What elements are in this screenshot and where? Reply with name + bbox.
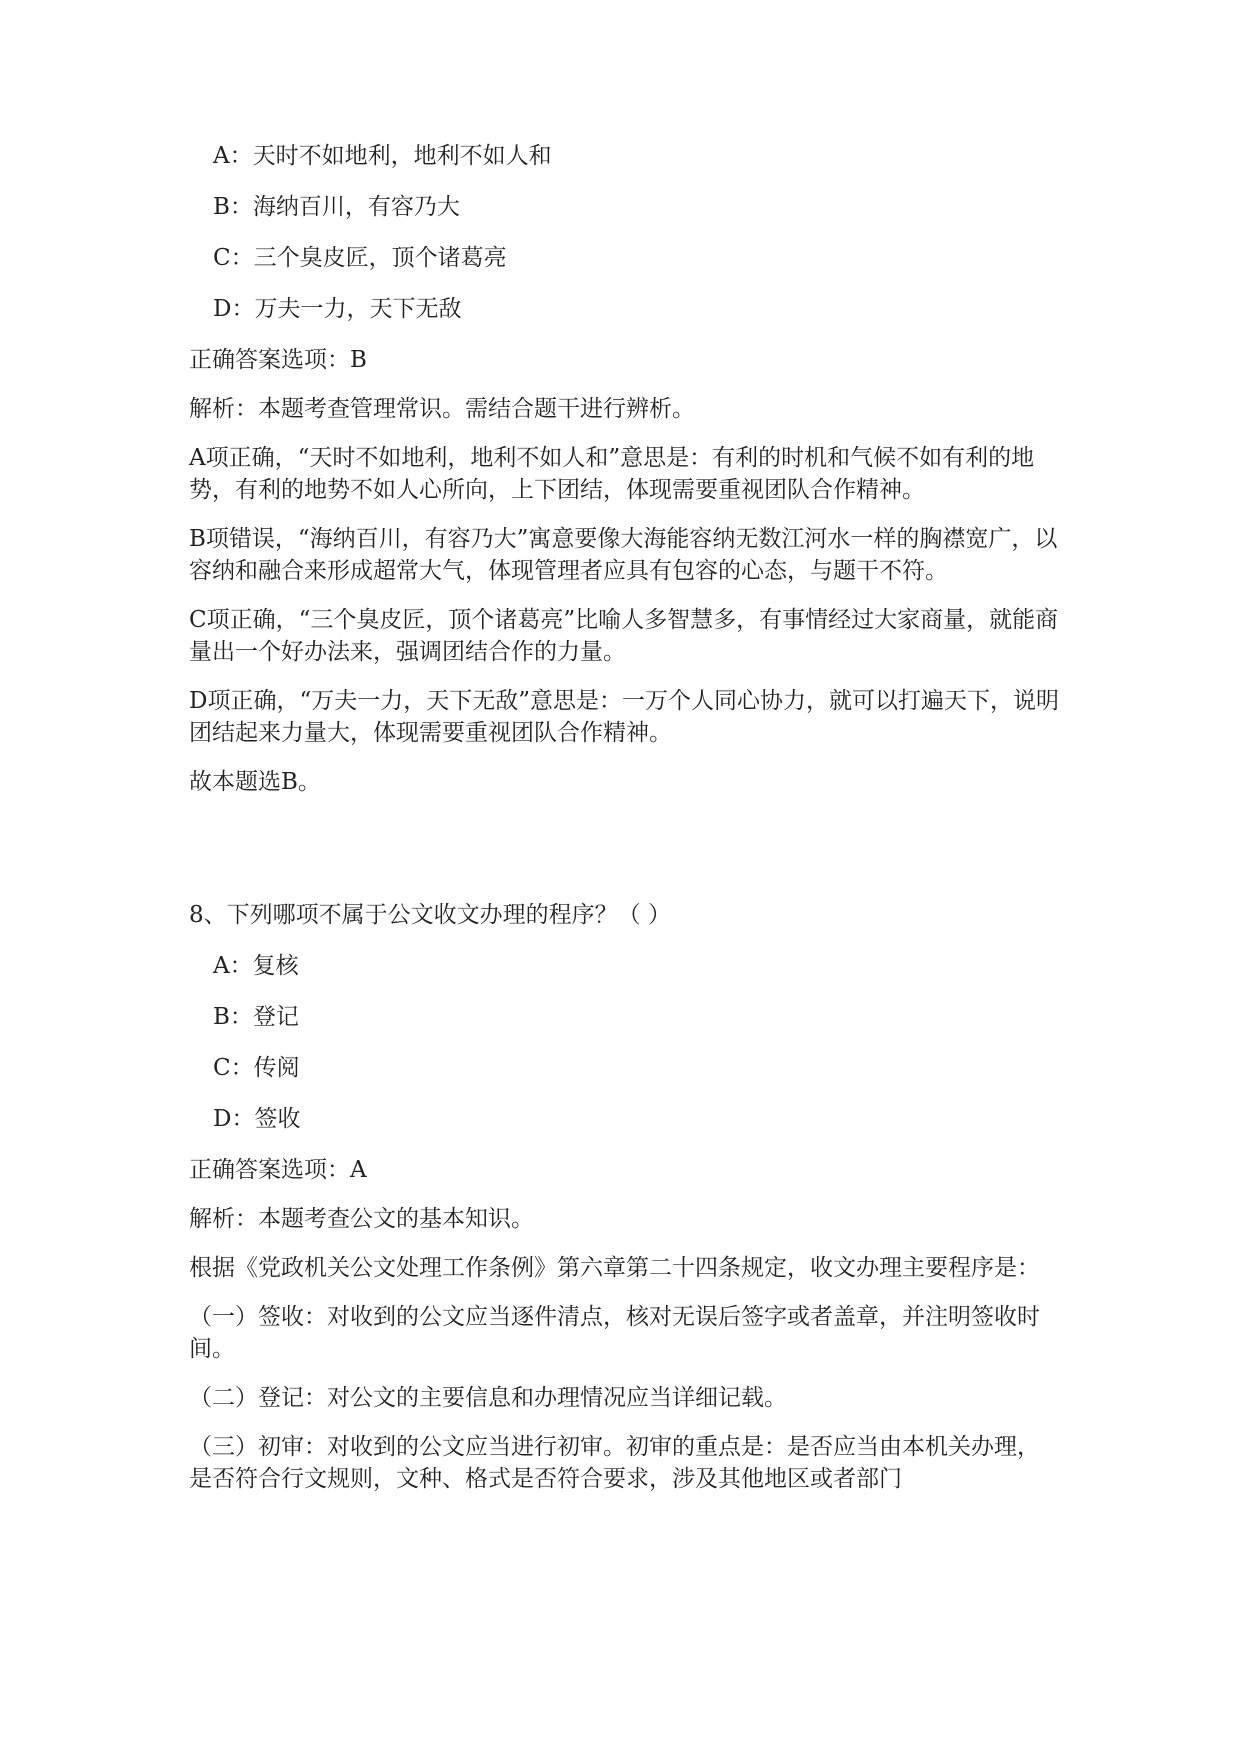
question-8-options	[189, 950, 1059, 1135]
section-spacer	[189, 815, 1059, 899]
analysis-paragraph: （三）初审：对收到的公文应当进行初审。初审的重点是：是否应当由本机关办理，是否符合行文规则，文种、格式是否符合要求，涉及其他地区或者部门	[189, 1434, 1040, 1492]
conclusion: 故本题选B。	[189, 769, 321, 795]
analysis-paragraph: 根据《党政机关公文处理工作条例》第六章第二十四条规定，收文办理主要程序是：	[189, 1255, 1040, 1281]
analysis-paragraph: C项正确，“三个臭皮匠，顶个诸葛亮”比喻人多智慧多，有事情经过大家商量，就能商量出一个好办法来，强调团结合作的力量。	[189, 607, 1059, 665]
option-b: B：登记	[213, 1004, 299, 1030]
analysis-heading: 解析：本题考查管理常识。需结合题干进行辨析。	[189, 396, 695, 422]
analysis-paragraph: （一）签收：对收到的公文应当逐件清点，核对无误后签字或者盖章，并注明签收时间。	[189, 1304, 1040, 1362]
correct-answer: 正确答案选项：B	[189, 347, 367, 373]
option-a: A：复核	[213, 953, 299, 979]
analysis-paragraph: B项错误，“海纳百川，有容乃大”寓意要像大海能容纳无数江河水一样的胸襟宽广，以容纳和融合来形成超常大气，体现管理者应具有包容的心态，与题干不符。	[189, 526, 1058, 584]
question-8-stem: 8、下列哪项不属于公文收文办理的程序？（ ）	[189, 902, 671, 928]
analysis-paragraph: D项正确，“万夫一力，天下无敌”意思是：一万个人同心协力，就可以打遍天下，说明团结起来力量大，体现需要重视团队合作精神。	[189, 688, 1059, 746]
correct-answer: 正确答案选项：A	[189, 1157, 367, 1183]
question-7-options	[189, 140, 1059, 325]
option-d: D：签收	[213, 1106, 301, 1132]
option-a: A：天时不如地利，地利不如人和	[213, 143, 552, 169]
option-c: C：传阅	[213, 1055, 300, 1081]
option-d: D：万夫一力，天下无敌	[213, 296, 462, 322]
analysis-paragraph: A项正确，“天时不如地利，地利不如人和”意思是：有利的时机和气候不如有利的地势，有利的地势不如人心所向，上下团结，体现需要重视团队合作精神。	[189, 445, 1035, 503]
option-c: C：三个臭皮匠，顶个诸葛亮	[213, 245, 507, 271]
document-page	[189, 140, 1059, 1512]
analysis-paragraph: （二）登记：对公文的主要信息和办理情况应当详细记载。	[189, 1385, 787, 1411]
option-b: B：海纳百川，有容乃大	[213, 194, 460, 220]
analysis-heading: 解析：本题考查公文的基本知识。	[189, 1206, 534, 1232]
